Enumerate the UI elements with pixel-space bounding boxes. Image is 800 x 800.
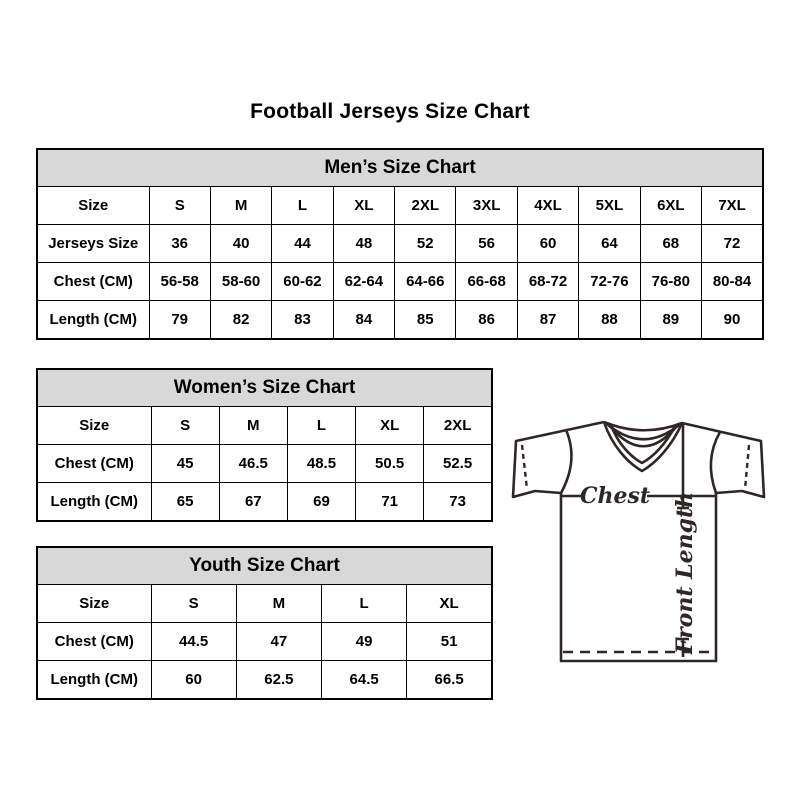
table-cell: 60: [517, 225, 578, 263]
column-header: L: [287, 407, 355, 445]
table-cell: 72-76: [579, 263, 640, 301]
column-header: XL: [407, 585, 492, 623]
table-cell: 60-62: [272, 263, 333, 301]
table-row: [37, 483, 492, 522]
table-row: [37, 301, 763, 340]
table-cell: 82: [210, 301, 271, 340]
table-cell: 62.5: [236, 661, 321, 700]
column-header: Size: [37, 407, 151, 445]
row-label: Jerseys Size: [37, 225, 149, 263]
column-header: XL: [333, 187, 394, 225]
table-cell: 66-68: [456, 263, 517, 301]
table-cell: 62-64: [333, 263, 394, 301]
row-label: Length (CM): [37, 301, 149, 340]
table-cell: 85: [395, 301, 456, 340]
column-header: Size: [37, 187, 149, 225]
column-header: L: [272, 187, 333, 225]
column-header: M: [210, 187, 271, 225]
table-cell: 72: [702, 225, 763, 263]
column-header: 2XL: [424, 407, 492, 445]
column-header: 5XL: [579, 187, 640, 225]
left-armhole-seam: [561, 430, 571, 493]
table-title: Men’s Size Chart: [37, 149, 763, 187]
womens-size-table: [36, 368, 493, 522]
mens-size-table: [36, 148, 764, 340]
youth-size-table: [36, 546, 493, 700]
table-row: [37, 225, 763, 263]
row-label: Chest (CM): [37, 445, 151, 483]
chest-label: Chest: [579, 483, 651, 509]
table-row: [37, 445, 492, 483]
jersey-measurement-diagram: [500, 398, 770, 668]
table-cell: 64.5: [322, 661, 407, 700]
table-cell: 67: [219, 483, 287, 522]
column-header: 2XL: [395, 187, 456, 225]
table-cell: 80-84: [702, 263, 763, 301]
table-cell: 60: [151, 661, 236, 700]
column-header: 7XL: [702, 187, 763, 225]
page-title: Football Jerseys Size Chart: [250, 100, 530, 123]
column-header: M: [219, 407, 287, 445]
table-cell: 68: [640, 225, 701, 263]
right-armhole-seam: [711, 432, 720, 493]
table-cell: 56: [456, 225, 517, 263]
column-header: 4XL: [517, 187, 578, 225]
table-cell: 36: [149, 225, 210, 263]
table-cell: 56-58: [149, 263, 210, 301]
table-cell: 45: [151, 445, 219, 483]
column-header: M: [236, 585, 321, 623]
table-row: [37, 585, 492, 623]
front-length-label: Front Length: [672, 491, 698, 655]
table-cell: 84: [333, 301, 394, 340]
jersey-outline: [513, 422, 764, 661]
column-header: S: [151, 585, 236, 623]
row-label: Chest (CM): [37, 623, 151, 661]
column-header: S: [149, 187, 210, 225]
table-cell: 49: [322, 623, 407, 661]
table-cell: 47: [236, 623, 321, 661]
table-cell: 76-80: [640, 263, 701, 301]
left-cuff-stitch: [522, 445, 527, 489]
column-header: 6XL: [640, 187, 701, 225]
table-cell: 69: [287, 483, 355, 522]
table-cell: 90: [702, 301, 763, 340]
table-cell: 48: [333, 225, 394, 263]
table-cell: 68-72: [517, 263, 578, 301]
column-header: 3XL: [456, 187, 517, 225]
table-cell: 52: [395, 225, 456, 263]
table-row: [37, 623, 492, 661]
column-header: XL: [356, 407, 424, 445]
column-header: L: [322, 585, 407, 623]
table-cell: 79: [149, 301, 210, 340]
table-cell: 86: [456, 301, 517, 340]
row-label: Length (CM): [37, 661, 151, 700]
table-cell: 64-66: [395, 263, 456, 301]
row-label: Chest (CM): [37, 263, 149, 301]
table-cell: 66.5: [407, 661, 492, 700]
table-row: [37, 407, 492, 445]
table-cell: 83: [272, 301, 333, 340]
table-cell: 71: [356, 483, 424, 522]
table-cell: 44.5: [151, 623, 236, 661]
table-cell: 89: [640, 301, 701, 340]
table-title: Women’s Size Chart: [37, 369, 492, 407]
table-row: [37, 661, 492, 700]
right-cuff-stitch: [745, 445, 749, 489]
table-cell: 46.5: [219, 445, 287, 483]
table-title: Youth Size Chart: [37, 547, 492, 585]
table-cell: 58-60: [210, 263, 271, 301]
table-row: [37, 187, 763, 225]
row-label: Length (CM): [37, 483, 151, 522]
table-cell: 87: [517, 301, 578, 340]
column-header: S: [151, 407, 219, 445]
table-cell: 52.5: [424, 445, 492, 483]
table-cell: 73: [424, 483, 492, 522]
table-cell: 51: [407, 623, 492, 661]
table-cell: 64: [579, 225, 640, 263]
column-header: Size: [37, 585, 151, 623]
table-row: [37, 263, 763, 301]
table-cell: 44: [272, 225, 333, 263]
table-cell: 48.5: [287, 445, 355, 483]
table-cell: 65: [151, 483, 219, 522]
table-cell: 88: [579, 301, 640, 340]
table-cell: 40: [210, 225, 271, 263]
table-cell: 50.5: [356, 445, 424, 483]
